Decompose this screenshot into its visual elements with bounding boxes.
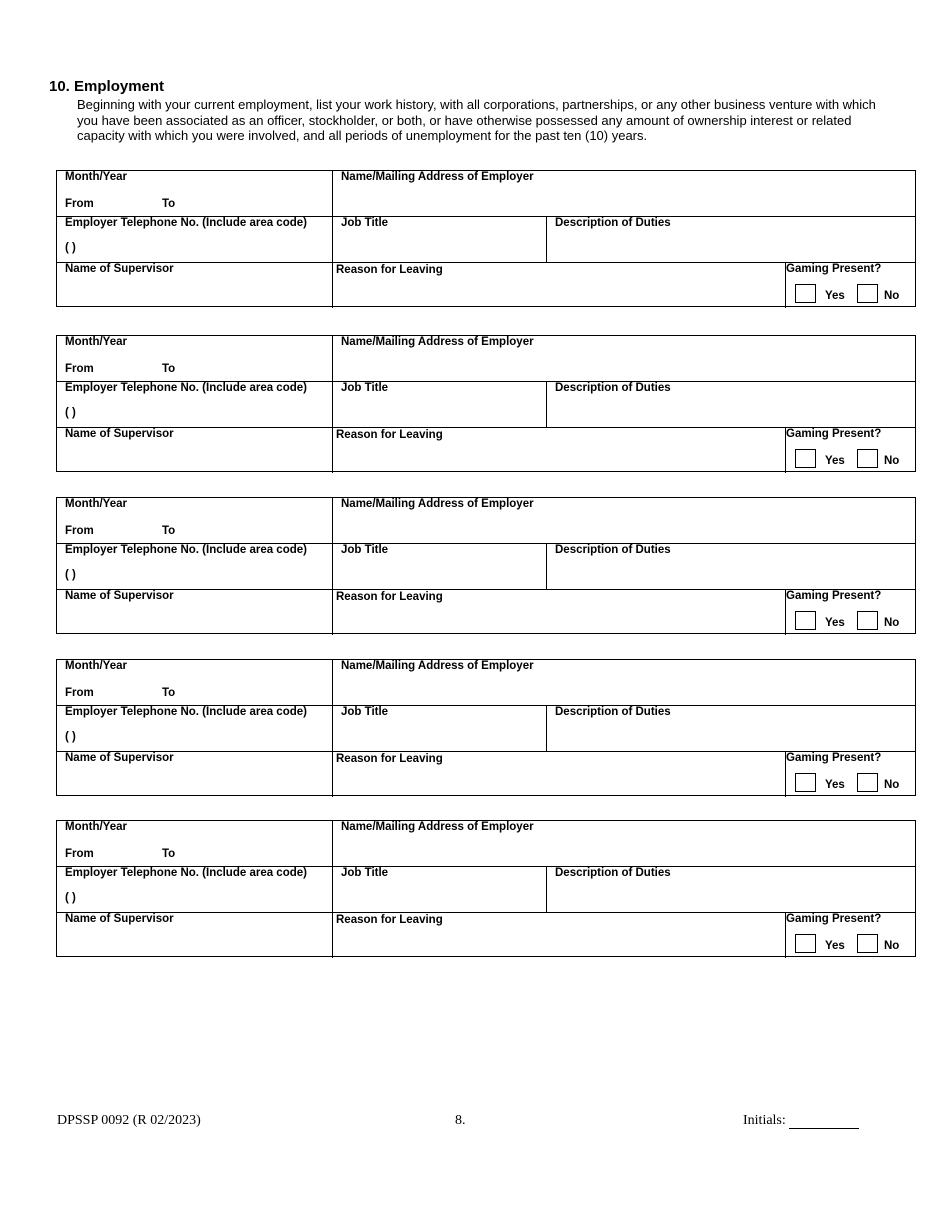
duties-label: Description of Duties (555, 706, 671, 718)
gaming-no-checkbox[interactable] (857, 449, 878, 468)
gaming-present-label: Gaming Present? (786, 263, 882, 275)
employer-phone-label: Employer Telephone No. (Include area code) (65, 217, 307, 229)
gaming-no-checkbox[interactable] (857, 611, 878, 630)
column-divider (546, 381, 547, 427)
column-divider (332, 821, 333, 958)
area-code-parens: ( ) (65, 731, 76, 743)
employer-name-label: Name/Mailing Address of Employer (341, 171, 534, 183)
yes-label: Yes (825, 779, 845, 791)
month-year-label: Month/Year (65, 498, 127, 510)
employment-entry (56, 659, 916, 796)
column-divider (332, 660, 333, 797)
job-title-label: Job Title (341, 382, 389, 394)
to-label: To (162, 363, 176, 375)
area-code-parens: ( ) (65, 569, 76, 581)
area-code-parens: ( ) (65, 407, 76, 419)
reason-label: Reason for Leaving (336, 914, 443, 926)
from-label: From (65, 848, 94, 860)
yes-label: Yes (825, 940, 845, 952)
duties-label: Description of Duties (555, 382, 671, 394)
employer-name-label: Name/Mailing Address of Employer (341, 498, 534, 510)
employer-name-label: Name/Mailing Address of Employer (341, 336, 534, 348)
to-label: To (162, 198, 176, 210)
job-title-label: Job Title (341, 544, 389, 556)
employer-phone-label: Employer Telephone No. (Include area code) (65, 544, 307, 556)
duties-label: Description of Duties (555, 217, 671, 229)
employment-entry (56, 497, 916, 634)
reason-label: Reason for Leaving (336, 429, 443, 441)
column-divider (546, 705, 547, 751)
employment-entry (56, 335, 916, 472)
from-label: From (65, 363, 94, 375)
employment-entry (56, 820, 916, 957)
section-title: 10. Employment (49, 78, 165, 95)
no-label: No (884, 290, 900, 302)
to-label: To (162, 848, 176, 860)
column-divider (332, 171, 333, 308)
supervisor-label: Name of Supervisor (65, 913, 174, 925)
gaming-yes-checkbox[interactable] (795, 934, 816, 953)
form-id: DPSSP 0092 (R 02/2023) (57, 1113, 201, 1128)
section-instructions: Beginning with your current employment, list your work history, with all corporations, partnerships, or any other business venture with which you have been associated as an officer, stockholder, or both, or have otherwise possessed any amount of ownership interest or related capacity with which you were involved, and all periods of unemployment for the past ten (10) years. (77, 97, 876, 143)
supervisor-label: Name of Supervisor (65, 428, 174, 440)
gaming-present-label: Gaming Present? (786, 428, 882, 440)
initials-line[interactable] (789, 1114, 859, 1129)
gaming-no-checkbox[interactable] (857, 934, 878, 953)
area-code-parens: ( ) (65, 892, 76, 904)
job-title-label: Job Title (341, 867, 389, 879)
employer-phone-label: Employer Telephone No. (Include area code) (65, 706, 307, 718)
yes-label: Yes (825, 290, 845, 302)
employer-name-label: Name/Mailing Address of Employer (341, 821, 534, 833)
initials-field[interactable] (743, 1113, 859, 1129)
initials-label: Initials: (743, 1113, 786, 1128)
reason-label: Reason for Leaving (336, 264, 443, 276)
employer-name-label: Name/Mailing Address of Employer (341, 660, 534, 672)
no-label: No (884, 617, 900, 629)
gaming-yes-checkbox[interactable] (795, 449, 816, 468)
job-title-label: Job Title (341, 217, 389, 229)
job-title-label: Job Title (341, 706, 389, 718)
supervisor-label: Name of Supervisor (65, 752, 174, 764)
month-year-label: Month/Year (65, 171, 127, 183)
month-year-label: Month/Year (65, 660, 127, 672)
yes-label: Yes (825, 617, 845, 629)
from-label: From (65, 687, 94, 699)
from-label: From (65, 198, 94, 210)
gaming-yes-checkbox[interactable] (795, 611, 816, 630)
reason-label: Reason for Leaving (336, 753, 443, 765)
no-label: No (884, 940, 900, 952)
employer-phone-label: Employer Telephone No. (Include area code) (65, 382, 307, 394)
duties-label: Description of Duties (555, 867, 671, 879)
column-divider (332, 498, 333, 635)
duties-label: Description of Duties (555, 544, 671, 556)
employer-phone-label: Employer Telephone No. (Include area code) (65, 867, 307, 879)
gaming-no-checkbox[interactable] (857, 773, 878, 792)
reason-label: Reason for Leaving (336, 591, 443, 603)
from-label: From (65, 525, 94, 537)
column-divider (546, 216, 547, 262)
no-label: No (884, 455, 900, 467)
employment-entry (56, 170, 916, 307)
gaming-no-checkbox[interactable] (857, 284, 878, 303)
gaming-yes-checkbox[interactable] (795, 773, 816, 792)
month-year-label: Month/Year (65, 336, 127, 348)
gaming-yes-checkbox[interactable] (795, 284, 816, 303)
column-divider (546, 543, 547, 589)
month-year-label: Month/Year (65, 821, 127, 833)
to-label: To (162, 687, 176, 699)
supervisor-label: Name of Supervisor (65, 263, 174, 275)
yes-label: Yes (825, 455, 845, 467)
gaming-present-label: Gaming Present? (786, 913, 882, 925)
to-label: To (162, 525, 176, 537)
gaming-present-label: Gaming Present? (786, 590, 882, 602)
column-divider (546, 866, 547, 912)
supervisor-label: Name of Supervisor (65, 590, 174, 602)
page-number: 8. (455, 1113, 466, 1128)
no-label: No (884, 779, 900, 791)
area-code-parens: ( ) (65, 242, 76, 254)
column-divider (332, 336, 333, 473)
gaming-present-label: Gaming Present? (786, 752, 882, 764)
